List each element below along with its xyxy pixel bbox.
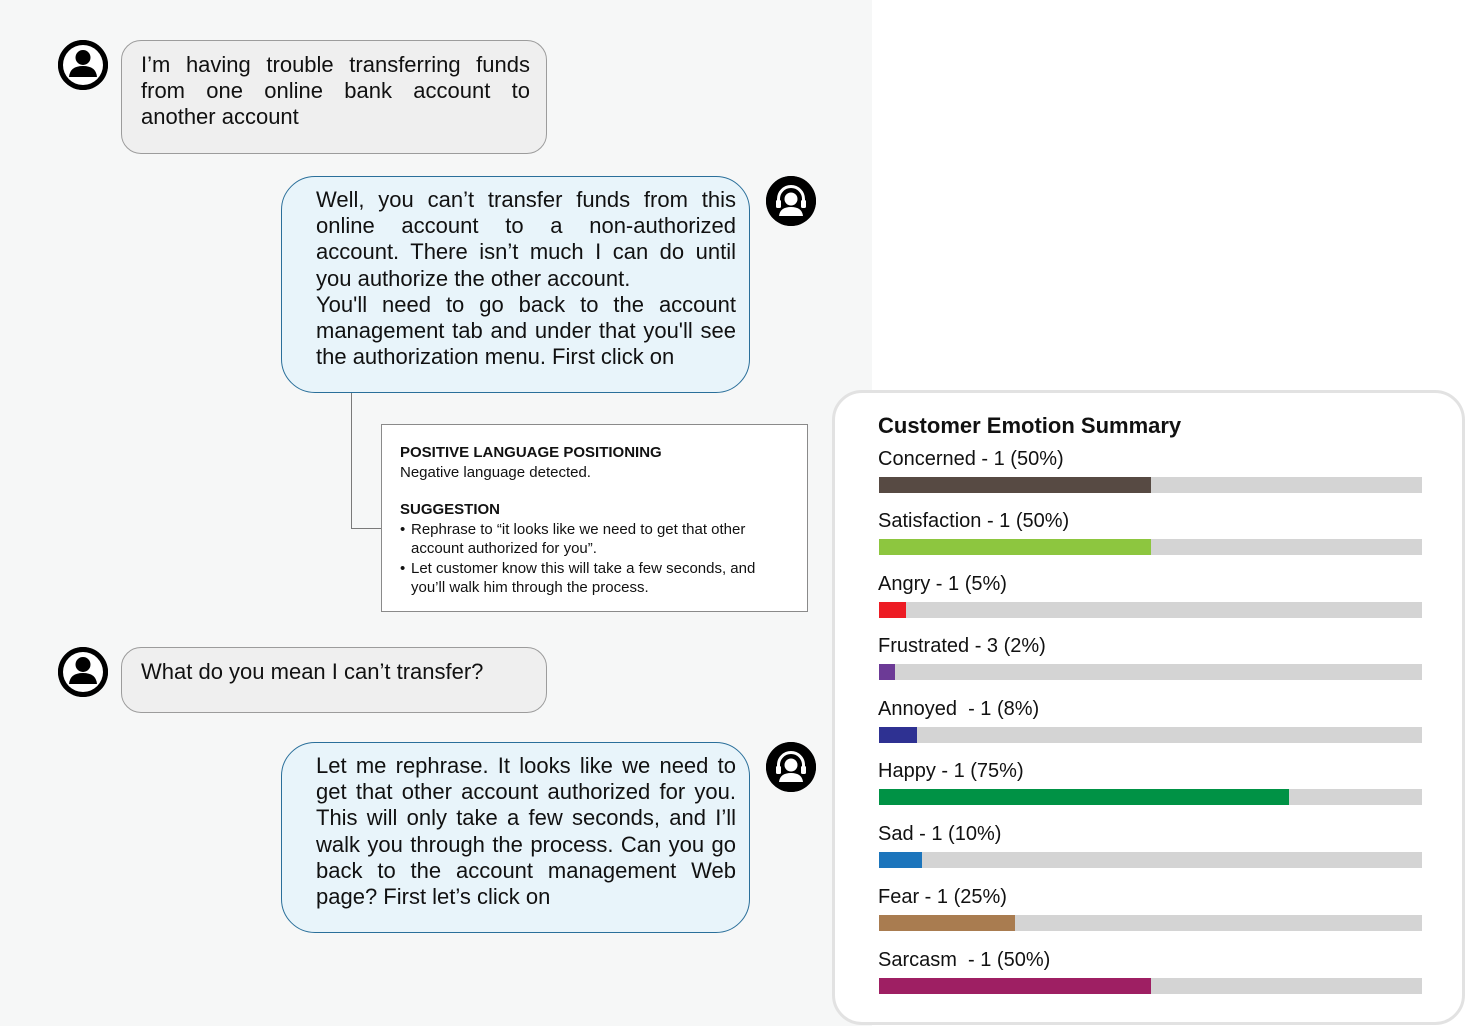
emotion-label: Frustrated - 3 (2%)	[878, 635, 1046, 657]
headset-agent-icon	[766, 176, 816, 226]
headset-agent-icon	[766, 742, 816, 792]
emotion-bar-track	[879, 664, 1422, 680]
emotion-bar-fill	[879, 727, 917, 743]
emotion-summary-title: Customer Emotion Summary	[878, 413, 1182, 438]
emotion-bar-track	[879, 477, 1422, 493]
emotion-bar-track	[879, 727, 1422, 743]
message-paragraph: You'll need to go back to the account management tab and under that you'll see the authorization menu. First click on	[316, 291, 736, 370]
message-paragraph: Well, you can’t transfer funds from this online account to a non-authorized account. There isn’t much I can do until you authorize the other account.	[316, 187, 736, 291]
message-text: Let me rephrase. It looks like we need to get that other account authorized for you. This will only take a few seconds, and I’ll walk you through the process. Can you go back to the account management Web page? First let’s click on	[316, 753, 736, 910]
emotion-bar-fill	[879, 915, 1015, 931]
emotion-bar-fill	[879, 852, 922, 868]
emotion-bar-track	[879, 789, 1422, 805]
message-text: What do you mean I can’t transfer?	[141, 659, 484, 684]
emotion-label: Fear - 1 (25%)	[878, 886, 1007, 908]
user-icon	[58, 647, 108, 697]
customer-message	[121, 40, 547, 154]
emotion-label: Sad - 1 (10%)	[878, 823, 1002, 845]
customer-message	[121, 647, 547, 713]
emotion-bar-track	[879, 539, 1422, 555]
emotion-label: Satisfaction - 1 (50%)	[878, 510, 1070, 532]
emotion-label: Concerned - 1 (50%)	[878, 448, 1064, 470]
emotion-bar-track	[879, 602, 1422, 618]
suggestion-card	[381, 424, 808, 612]
emotion-label: Sarcasm - 1 (50%)	[878, 949, 1051, 971]
detection-text: Negative language detected.	[400, 463, 591, 481]
suggestion-list	[400, 520, 793, 598]
agent-message	[281, 176, 750, 393]
emotion-label: Happy - 1 (75%)	[878, 760, 1024, 782]
emotion-bar-fill	[879, 789, 1289, 805]
emotion-bar-fill	[879, 539, 1151, 555]
user-icon	[58, 40, 108, 90]
suggestion-bullet: • Rephrase to “it looks like we need to get that other account authorized for you”.	[400, 520, 793, 559]
emotion-bar-track	[879, 852, 1422, 868]
suggestion-connector	[351, 393, 383, 529]
emotion-bar-fill	[879, 978, 1151, 994]
suggestion-bullet: • Let customer know this will take a few seconds, and you’ll walk him through the process.	[400, 559, 793, 598]
emotion-label: Annoyed - 1 (8%)	[878, 698, 1040, 720]
agent-message	[281, 742, 750, 933]
emotion-bar-track	[879, 915, 1422, 931]
message-text: I’m having trouble transferring funds from one online bank account to another account	[141, 52, 530, 130]
suggestion-heading: POSITIVE LANGUAGE POSITIONING	[400, 444, 662, 461]
suggestion-subheading: SUGGESTION	[400, 501, 501, 518]
emotion-bar-fill	[879, 602, 906, 618]
emotion-summary-panel	[832, 390, 1465, 1025]
emotion-bar-track	[879, 978, 1422, 994]
emotion-bar-fill	[879, 664, 895, 680]
emotion-bar-fill	[879, 477, 1151, 493]
emotion-label: Angry - 1 (5%)	[878, 573, 1007, 595]
